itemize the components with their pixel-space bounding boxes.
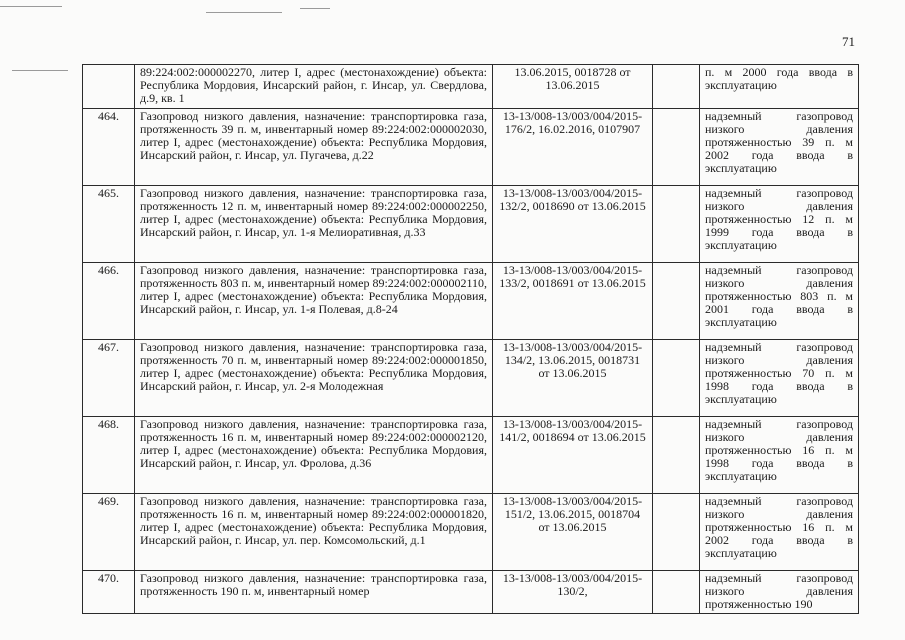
object-characteristics: надземный газопровод низкого давления протяженностью 16 п. м 1998 года ввода в эксплуатацию — [700, 417, 859, 494]
registration-record: 13-13/008-13/003/004/2015-130/2, — [493, 571, 653, 614]
row-number — [83, 65, 135, 109]
row-number: 467. — [83, 340, 135, 417]
empty-cell — [653, 65, 700, 109]
row-number: 465. — [83, 186, 135, 263]
property-registry-table — [82, 64, 859, 614]
row-number: 464. — [83, 109, 135, 186]
object-description: Газопровод низкого давления, назначение: транспортировка газа, протяженность 190 п. м, инвентарный номер — [135, 571, 493, 614]
empty-cell — [653, 417, 700, 494]
object-description: Газопровод низкого давления, назначение: транспортировка газа, протяженность 16 п. м, инвентарный номер 89:224:002:000001820, литер I, адрес (местонахождение) объекта: Республика Мордовия, Инсарский район, г. Инсар, ул. пер. Комсомольский, д.1 — [135, 494, 493, 571]
registration-record: 13-13/008-13/003/004/2015-134/2, 13.06.2015, 0018731 от 13.06.2015 — [493, 340, 653, 417]
object-characteristics: надземный газопровод низкого давления протяженностью 39 п. м 2002 года ввода в эксплуатацию — [700, 109, 859, 186]
table-row — [83, 109, 859, 186]
scan-artifact — [12, 70, 68, 71]
object-description: Газопровод низкого давления, назначение: транспортировка газа, протяженность 39 п. м, инвентарный номер 89:224:002:000002030, литер I, адрес (местонахождение) объекта: Республика Мордовия, Инсарский район, г. Инсар, ул. Пугачева, д.22 — [135, 109, 493, 186]
empty-cell — [653, 109, 700, 186]
object-characteristics: п. м 2000 года ввода в эксплуатацию — [700, 65, 859, 109]
empty-cell — [653, 263, 700, 340]
object-description: Газопровод низкого давления, назначение: транспортировка газа, протяженность 12 п. м, инвентарный номер 89:224:002:000002250, литер I, адрес (местонахождение) объекта: Республика Мордовия, Инсарский район, г. Инсар, ул. 1-я Мелиоративная, д.33 — [135, 186, 493, 263]
empty-cell — [653, 494, 700, 571]
registration-record: 13-13/008-13/003/004/2015-176/2, 16.02.2016, 0107907 — [493, 109, 653, 186]
registration-record: 13-13/008-13/003/004/2015-133/2, 0018691 от 13.06.2015 — [493, 263, 653, 340]
object-description: Газопровод низкого давления, назначение: транспортировка газа, протяженность 16 п. м, инвентарный номер 89:224:002:000002120, литер I, адрес (местонахождение) объекта: Республика Мордовия, Инсарский район, г. Инсар, ул. Фролова, д.36 — [135, 417, 493, 494]
row-number: 466. — [83, 263, 135, 340]
table-row — [83, 65, 859, 109]
empty-cell — [653, 186, 700, 263]
table-row — [83, 417, 859, 494]
registration-record: 13-13/008-13/003/004/2015-151/2, 13.06.2015, 0018704 от 13.06.2015 — [493, 494, 653, 571]
object-characteristics: надземный газопровод низкого давления протяженностью 16 п. м 2002 года ввода в эксплуатацию — [700, 494, 859, 571]
table-row — [83, 494, 859, 571]
row-number: 468. — [83, 417, 135, 494]
empty-cell — [653, 340, 700, 417]
table-row — [83, 186, 859, 263]
empty-cell — [653, 571, 700, 614]
table-row — [83, 571, 859, 614]
scan-artifact — [206, 12, 282, 13]
object-description: Газопровод низкого давления, назначение: транспортировка газа, протяженность 803 п. м, инвентарный номер 89:224:002:000002110, литер I, адрес (местонахождение) объекта: Республика Мордовия, Инсарский район, г. Инсар, ул. 1-я Полевая, д.8-24 — [135, 263, 493, 340]
object-characteristics: надземный газопровод низкого давления протяженностью 70 п. м 1998 года ввода в эксплуатацию — [700, 340, 859, 417]
table-row — [83, 340, 859, 417]
object-characteristics: надземный газопровод низкого давления протяженностью 190 — [700, 571, 859, 614]
object-description: 89:224:002:000002270, литер I, адрес (местонахождение) объекта: Республика Мордовия, Инсарский район, г. Инсар, ул. Свердлова, д.9, кв. 1 — [135, 65, 493, 109]
registration-record: 13.06.2015, 0018728 от 13.06.2015 — [493, 65, 653, 109]
page-number: 71 — [842, 34, 855, 49]
registration-record: 13-13/008-13/003/004/2015-132/2, 0018690 от 13.06.2015 — [493, 186, 653, 263]
scan-artifact — [300, 8, 330, 9]
object-description: Газопровод низкого давления, назначение: транспортировка газа, протяженность 70 п. м, инвентарный номер 89:224:002:000001850, литер I, адрес (местонахождение) объекта: Республика Мордовия, Инсарский район, г. Инсар, ул. 2-я Молодежная — [135, 340, 493, 417]
row-number: 470. — [83, 571, 135, 614]
object-characteristics: надземный газопровод низкого давления протяженностью 803 п. м 2001 года ввода в эксплуатацию — [700, 263, 859, 340]
scan-artifact — [0, 6, 62, 7]
table-row — [83, 263, 859, 340]
object-characteristics: надземный газопровод низкого давления протяженностью 12 п. м 1999 года ввода в эксплуатацию — [700, 186, 859, 263]
registration-record: 13-13/008-13/003/004/2015-141/2, 0018694 от 13.06.2015 — [493, 417, 653, 494]
row-number: 469. — [83, 494, 135, 571]
